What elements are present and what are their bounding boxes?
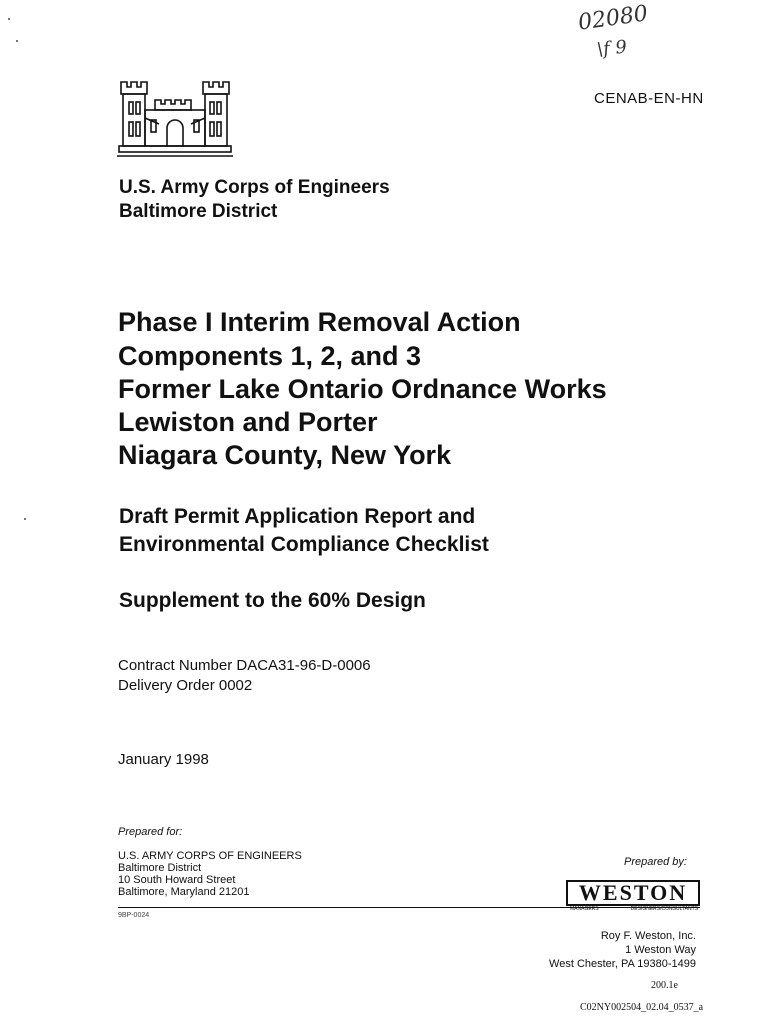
handwritten-note: \f 9 [595, 36, 628, 61]
title-line-4: Lewiston and Porter [118, 407, 378, 437]
prepared-for-line-4: Baltimore, Maryland 21201 [118, 886, 250, 898]
weston-tag-right: DESIGNERS/CONSULTANTS [630, 906, 698, 912]
title-line-2: Components 1, 2, and 3 [118, 341, 422, 371]
prepared-for-label: Prepared for: [118, 826, 183, 838]
prepared-for-line-3: 10 South Howard Street [118, 874, 236, 886]
weston-tag-left: MANAGERS [570, 906, 599, 912]
weston-logo [566, 880, 700, 912]
doc-ref-2: C02NY002504_02.04_0537_a [580, 1002, 704, 1013]
subtitle-line-2: Environmental Compliance Checklist [119, 533, 489, 556]
castle-logo [117, 80, 233, 160]
supplement-heading: Supplement to the 60% Design [119, 589, 426, 612]
office-code: CENAB-EN-HN [594, 90, 704, 107]
prepared-by-line-2: 1 Weston Way [625, 944, 696, 956]
contract-number: Contract Number DACA31-96-D-0006 [118, 657, 371, 674]
prepared-by-line-3: West Chester, PA 19380-1499 [549, 958, 696, 970]
speck [24, 518, 26, 520]
title-line-5: Niagara County, New York [118, 440, 452, 470]
handwritten-number: 02080 [576, 1, 650, 36]
prepared-by-line-1: Roy F. Weston, Inc. [600, 930, 696, 942]
speck [16, 40, 18, 42]
org-name: U.S. Army Corps of Engineers [119, 177, 390, 198]
weston-logo-text: WESTON [578, 880, 688, 905]
title-line-1: Phase I Interim Removal Action [118, 307, 521, 337]
subtitle-line-1: Draft Permit Application Report and [119, 505, 476, 528]
prepared-by-label: Prepared by: [624, 856, 687, 868]
document-code: 9BP-0024 [118, 912, 150, 919]
org-district: Baltimore District [119, 201, 278, 222]
speck [8, 18, 10, 20]
doc-ref-1: 200.1e [651, 980, 678, 991]
prepared-for-line-1: U.S. ARMY CORPS OF ENGINEERS [118, 850, 302, 862]
delivery-order: Delivery Order 0002 [118, 677, 253, 694]
report-date: January 1998 [118, 751, 209, 768]
title-line-3: Former Lake Ontario Ordnance Works [118, 374, 607, 404]
prepared-for-line-2: Baltimore District [118, 862, 202, 874]
